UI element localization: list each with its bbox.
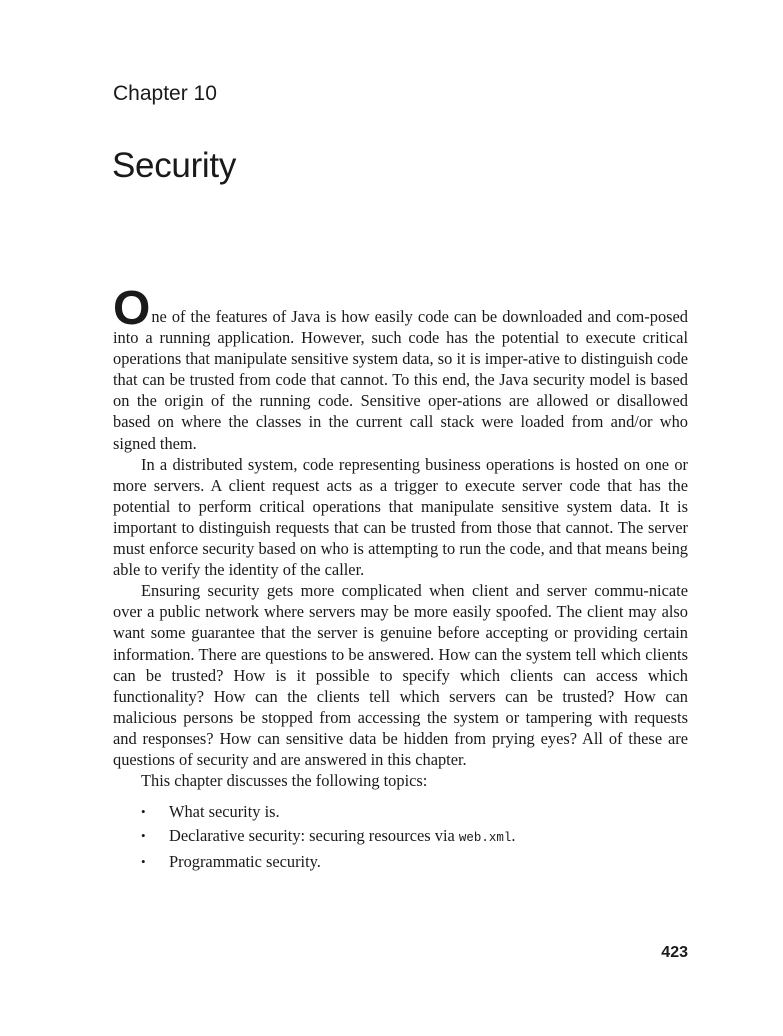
paragraph-4: This chapter discusses the following topics:: [141, 771, 428, 791]
list-item-text: Programmatic security.: [169, 852, 321, 872]
paragraph-3: Ensuring security gets more complicated when client and server commu-nicate over a public network where servers may be more easily spoofed. The client may also want some guarantee that the server is genuine before accepting or providing certain information. There are questions to be answered. How can the system tell which clients can be trusted? How is it possible to specify which clients can access which functionality? How can the clients tell which servers can be trusted? How can malicious persons be stopped from accessing the system or tampering with requests and responses? How can sensitive data be hidden from prying eyes? All of these are questions of security and are answered in this chapter.: [113, 581, 688, 769]
bullet-icon: •: [141, 854, 146, 870]
topic-list: [113, 800, 688, 874]
list-item: [113, 824, 688, 850]
drop-cap: O: [113, 282, 151, 335]
paragraph-2: In a distributed system, code representing business operations is hosted on one or more servers. A client request acts as a trigger to execute server code that has the potential to perform critical operations that manipulate sensitive system data. It is important to distinguish requests that can be trusted from those that cannot. The server must enforce security based on who is attempting to run the code, and that means being able to verify the identity of the caller.: [113, 454, 688, 580]
list-item: [113, 800, 688, 824]
page-number: 423: [661, 944, 688, 961]
paragraph-1-text: ne of the features of Java is how easily code can be downloaded and com-posed into a running application. However, such code has the potential to execute critical operations that manipulate sensitive system data, so it is imper-ative to distinguish code that can be trusted from code that cannot. To this end, the Java security model is based on the origin of the running code. Sensitive oper-ations are allowed or disallowed based on where the classes in the current call stack were loaded from and/or who signed them.: [113, 307, 688, 453]
bullet-icon: •: [141, 828, 146, 844]
bullet-icon: •: [141, 804, 146, 820]
paragraph-1: [113, 282, 688, 454]
list-item-punct: .: [511, 826, 516, 846]
list-item: [113, 850, 688, 874]
chapter-label: Chapter 10: [113, 82, 217, 105]
body-text: [113, 282, 688, 874]
code-web-xml: web.xml: [458, 831, 512, 846]
chapter-title: Security: [112, 146, 237, 185]
list-item-text: What security is.: [169, 802, 280, 822]
list-item-text: Declarative security: securing resources via: [169, 826, 459, 846]
